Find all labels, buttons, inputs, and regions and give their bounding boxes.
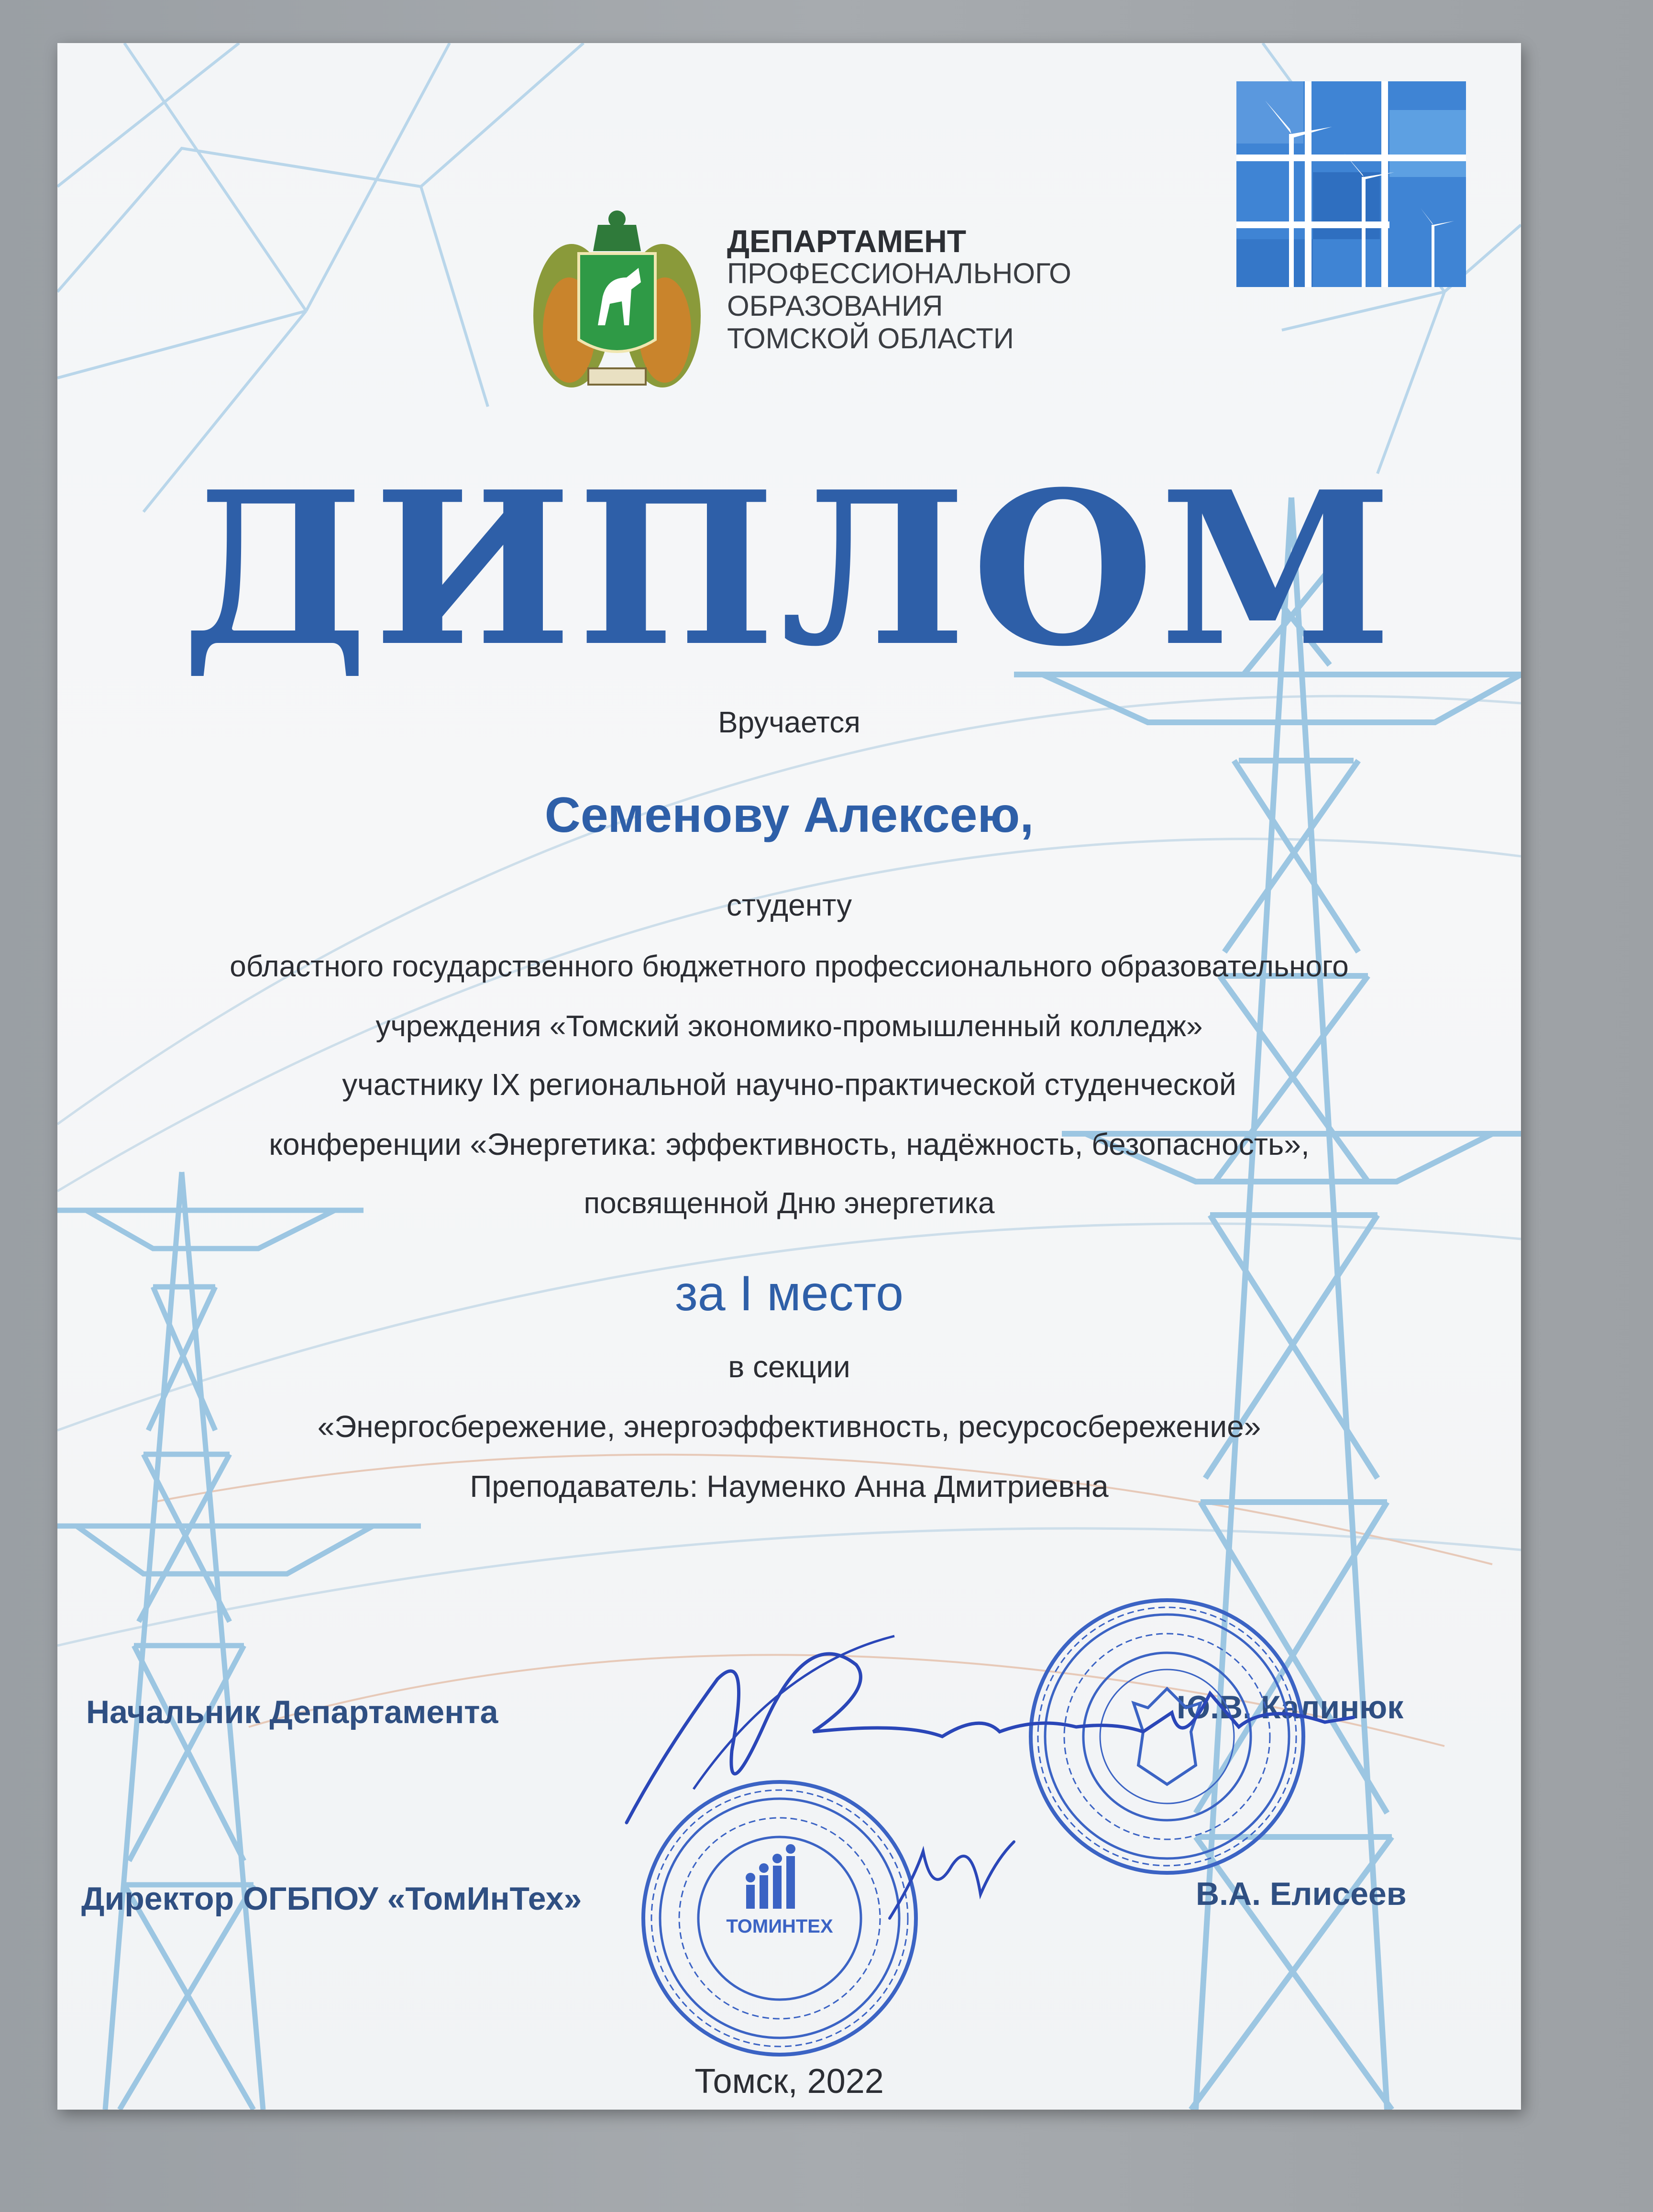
recipient-name: Семенову Алексею, [544,787,1034,843]
tomsk-coat-of-arms-icon [526,206,708,392]
organization-line-1: областного государственного бюджетного профессионального образовательного [230,950,1349,983]
organization-line-2: учреждения «Томский экономико-промышленный колледж» [375,1010,1203,1043]
department-line-4: ТОМСКОЙ ОБЛАСТИ [727,322,1014,354]
participant-line-2: конференции «Энергетика: эффективность, надёжность, безопасность», [269,1127,1310,1161]
teacher-line: Преподаватель: Науменко Анна Дмитриевна [470,1469,1109,1504]
place-and-year: Томск, 2022 [694,2062,884,2101]
section-label: в секции [728,1349,850,1384]
diploma-title: ДИПЛОМ [181,445,1397,693]
diploma-sheet [57,43,1521,2110]
department-line-1: ДЕПАРТАМЕНТ [727,223,967,259]
director-signature [871,1823,1043,1947]
place-award: за I место [675,1266,904,1321]
department-line-3: ОБРАЗОВАНИЯ [727,290,943,322]
head-name: Ю.В. Калинюк [1177,1689,1404,1725]
participant-line-1: участнику IX региональной научно-практической студенческой [342,1067,1236,1102]
left-stamp-logo-text: ТОМИНТЕХ [726,1916,833,1937]
director-title: Директор ОГБПОУ «ТомИнТех» [81,1880,582,1917]
department-name [727,225,1071,355]
section-name: «Энергосбережение, энергоэффективность, ресурсосбережение» [317,1409,1261,1444]
director-name: В.А. Елисеев [1196,1876,1407,1912]
participant-line-3: посвященной Дню энергетика [584,1187,995,1220]
department-line-2: ПРОФЕССИОНАЛЬНОГО [727,257,1071,289]
awarded-label: Вручается [718,706,860,739]
head-title: Начальник Департамента [86,1694,498,1730]
wind-turbines-logo-icon [1236,81,1466,287]
recipient-role: студенту [726,888,852,922]
